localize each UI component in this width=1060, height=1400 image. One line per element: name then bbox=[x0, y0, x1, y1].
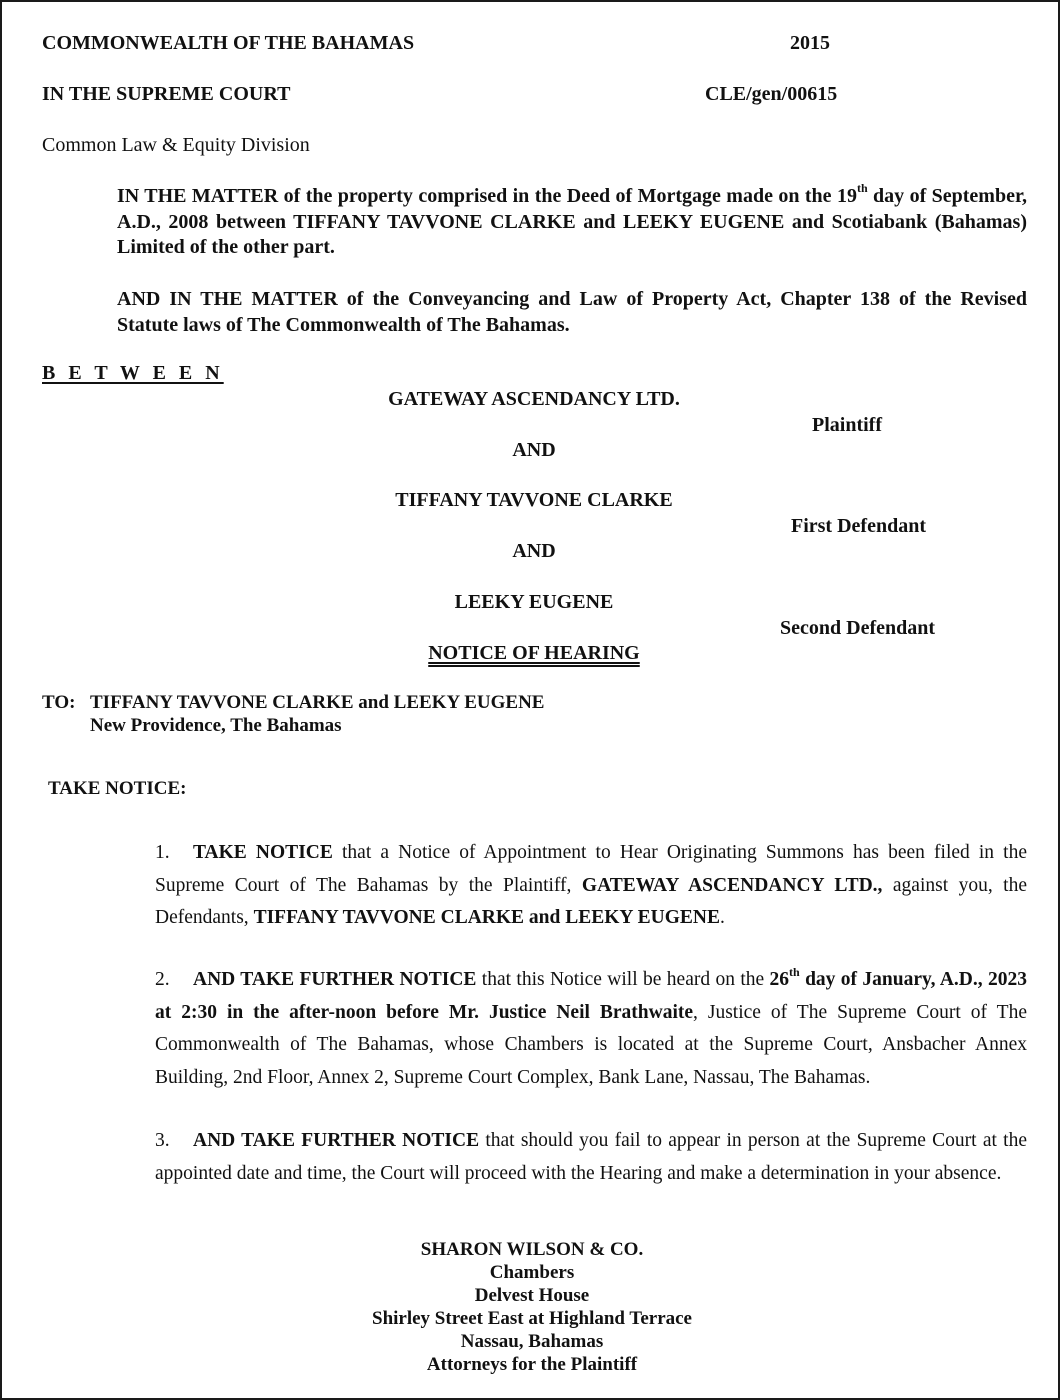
text-run: , Justice of The Supreme Court of The Commonwealth of The Bahamas, whose Chambers is located at the Supreme Court, Ansbacher Annex Building, 2nd Floor, Annex 2, Supreme Court Complex, Bank Lane, Nassau, The Bahamas. bbox=[155, 1001, 1027, 1088]
text-run: . bbox=[720, 907, 725, 928]
and-separator-2: AND bbox=[512, 540, 556, 562]
addressee-location: New Providence, The Bahamas bbox=[90, 715, 342, 736]
jurisdiction-heading: COMMONWEALTH OF THE BAHAMAS bbox=[42, 32, 415, 54]
paragraph-number: 2. bbox=[155, 969, 170, 990]
paragraph-number: 3. bbox=[155, 1130, 170, 1151]
second-defendant-role: Second Defendant bbox=[780, 617, 936, 639]
matter-paragraph-1: IN THE MATTER of the property comprised in the Deed of Mortgage made on the 19th day of September, A.D., 2008 between TIFFANY TAVVONE CLARKE and LEEKY EUGENE and Scotiabank (Bahamas) Limited of the other part. bbox=[117, 181, 1027, 258]
signature-block bbox=[332, 1238, 732, 1376]
text-run: that this Notice will be heard on the bbox=[476, 969, 770, 990]
addressee-names: TIFFANY TAVVONE CLARKE and LEEKY EUGENE bbox=[90, 692, 545, 713]
bold-text-run: 26 bbox=[769, 969, 790, 990]
second-defendant-name: LEEKY EUGENE bbox=[454, 591, 614, 613]
paragraph-number: 1. bbox=[155, 842, 170, 863]
bold-text-run: AND TAKE FURTHER NOTICE bbox=[193, 1130, 480, 1151]
matter-paragraph-2: AND IN THE MATTER of the Conveyancing and Law of Property Act, Chapter 138 of the Revised Statute laws of The Commonwealth of The Bahamas. bbox=[117, 288, 1027, 336]
case-number: CLE/gen/00615 bbox=[705, 83, 838, 105]
bold-text-run: TIFFANY TAVVONE CLARKE and LEEKY EUGENE bbox=[253, 907, 721, 928]
signature-line: Shirley Street East at Highland Terrace bbox=[372, 1308, 692, 1329]
division: Common Law & Equity Division bbox=[42, 134, 310, 156]
signature-line: Delvest House bbox=[474, 1285, 590, 1306]
signature-line: Nassau, Bahamas bbox=[460, 1331, 604, 1352]
notice-title-wrapper bbox=[284, 642, 784, 665]
notice-title: NOTICE OF HEARING bbox=[428, 642, 640, 664]
notice-paragraph-2 bbox=[155, 964, 1027, 1094]
first-defendant-role: First Defendant bbox=[791, 515, 926, 537]
bold-text-run: th bbox=[789, 964, 800, 979]
bold-text-run: day of January, A.D., 2023 at 2:30 in the after-noon before Mr. Justice Neil Brathwaite bbox=[155, 969, 1028, 1023]
court-heading: IN THE SUPREME COURT bbox=[42, 83, 291, 105]
text-run: that a Notice of Appointment to Hear Originating Summons has been filed in the Supreme Court of The Bahamas by the Plaintiff, bbox=[155, 842, 1028, 896]
year: 2015 bbox=[790, 32, 830, 54]
plaintiff-role: Plaintiff bbox=[812, 414, 882, 436]
notice-paragraph-1 bbox=[155, 837, 1027, 935]
signature-line: Attorneys for the Plaintiff bbox=[426, 1354, 638, 1375]
to-label: TO: bbox=[42, 692, 76, 713]
and-separator-1: AND bbox=[512, 439, 556, 461]
text-run: that should you fail to appear in person at the Supreme Court at the appointed date and time, the Court will proceed with the Hearing and make a determination in your absence. bbox=[155, 1130, 1027, 1184]
notice-paragraph-3 bbox=[155, 1125, 1027, 1190]
text-run: against you, the Defendants, bbox=[155, 874, 1027, 928]
between-label: B E T W E E N bbox=[42, 362, 224, 384]
first-defendant-name: TIFFANY TAVVONE CLARKE bbox=[395, 489, 673, 511]
signature-line: SHARON WILSON & CO. bbox=[420, 1239, 644, 1260]
bold-text-run: AND TAKE FURTHER NOTICE bbox=[193, 969, 477, 990]
bold-text-run: GATEWAY ASCENDANCY LTD., bbox=[581, 874, 883, 896]
signature-line: Chambers bbox=[489, 1262, 575, 1283]
take-notice-heading: TAKE NOTICE: bbox=[48, 778, 187, 799]
bold-text-run: TAKE NOTICE bbox=[193, 842, 333, 863]
plaintiff-name: GATEWAY ASCENDANCY LTD. bbox=[388, 388, 680, 410]
